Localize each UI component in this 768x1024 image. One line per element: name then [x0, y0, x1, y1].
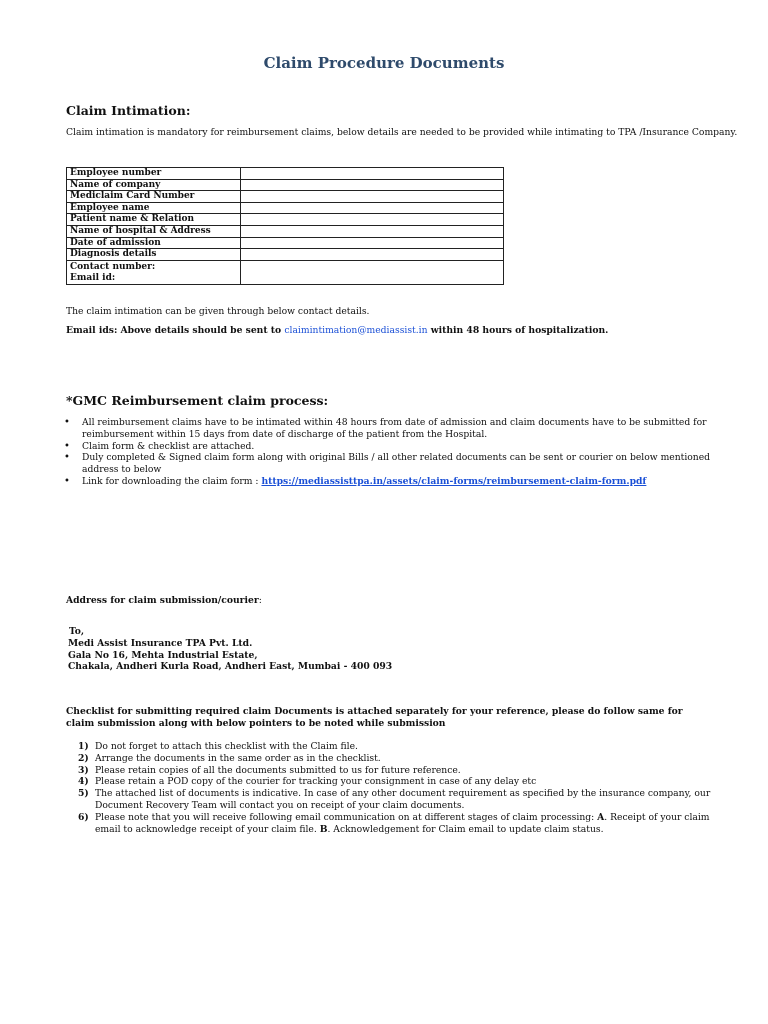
- item-number: 4): [78, 776, 89, 788]
- field-label: Name of hospital & Address: [67, 225, 241, 237]
- bullet-icon: •: [64, 417, 70, 428]
- field-value-cell[interactable]: [241, 237, 504, 249]
- bullet-text: Claim form & checklist are attached.: [82, 440, 255, 452]
- item-number: 3): [78, 764, 89, 776]
- field-value-cell[interactable]: [241, 179, 504, 191]
- address-label-colon: :: [258, 595, 262, 606]
- item-text-B: B: [319, 823, 328, 835]
- item-text-c: . Acknowledgement for Claim email to update claim status.: [327, 823, 604, 835]
- contact-number-label: Contact number:: [70, 261, 156, 272]
- table-row: [67, 249, 504, 261]
- field-value-cell[interactable]: [241, 202, 504, 214]
- field-value-cell[interactable]: [241, 168, 504, 180]
- bullet-icon: •: [64, 452, 70, 464]
- list-item: [66, 776, 716, 788]
- table-row: [67, 214, 504, 226]
- list-item: [64, 476, 714, 488]
- table-row: [67, 202, 504, 214]
- item-text: Arrange the documents in the same order as in the checklist.: [95, 752, 381, 764]
- email-id-label: Email id:: [70, 272, 116, 283]
- claim-intimation-email-link[interactable]: claimintimation@mediassist.in: [284, 325, 428, 336]
- list-item: [66, 788, 716, 812]
- bullet-text: All reimbursement claims have to be intimated within 48 hours from date of admission and claim documents have to be submitted for reimbursement within 15 days from date of discharge of the patient from the Hospital.: [82, 417, 707, 440]
- field-label: Diagnosis details: [67, 249, 241, 261]
- table-row: [67, 225, 504, 237]
- claim-form-download-link[interactable]: https://mediassisttpa.in/assets/claim-forms/reimbursement-claim-form.pdf: [261, 475, 647, 487]
- item-number: 5): [78, 788, 89, 800]
- claim-intimation-intro: Claim intimation is mandatory for reimbursement claims, below details are needed to be provided while intimating to TPA /Insurance Company.: [66, 127, 738, 138]
- link-prefix: Link for downloading the claim form :: [82, 475, 262, 487]
- bullet-text: Duly completed & Signed claim form along with original Bills / all other related documents can be sent or courier on below mentioned address to below: [82, 452, 711, 476]
- item-number: 1): [78, 741, 89, 752]
- address-line: Chakala, Andheri Kurla Road, Andheri East, Mumbai - 400 093: [68, 661, 393, 673]
- email-instruction: [66, 325, 756, 337]
- claim-intimation-heading: Claim Intimation:: [66, 103, 191, 118]
- gmc-bullet-list: [64, 417, 714, 488]
- field-label: Name of company: [67, 179, 241, 191]
- list-item: [66, 765, 716, 777]
- item-text: Please retain a POD copy of the courier for tracking your consignment in case of any delay etc: [95, 776, 537, 788]
- address-label-text: Address for claim submission/courier: [66, 595, 259, 606]
- list-item: [64, 417, 714, 441]
- table-row: [67, 260, 504, 284]
- checklist-heading: Checklist for submitting required claim Documents is attached separately for your reference, please do follow same for claim submission along with below pointers to be noted while submission: [66, 706, 683, 729]
- table-row: [67, 191, 504, 203]
- table-row: [67, 168, 504, 180]
- table-row: [67, 179, 504, 191]
- item-text-b: . Receipt of your claim email to acknowledge receipt of your claim file.: [95, 811, 710, 835]
- intimation-details-table: [66, 167, 504, 285]
- gmc-heading: *GMC Reimbursement claim process:: [66, 393, 329, 408]
- item-text: Do not forget to attach this checklist with the Claim file.: [95, 741, 358, 752]
- field-label: Date of admission: [67, 237, 241, 249]
- list-item: [66, 812, 716, 836]
- contact-note: The claim intimation can be given through below contact details.: [66, 306, 370, 317]
- address-label: [66, 595, 262, 607]
- table-row: [67, 237, 504, 249]
- checklist-pointers: [66, 741, 716, 835]
- field-label: Patient name & Relation: [67, 214, 241, 226]
- field-value-cell[interactable]: [241, 249, 504, 261]
- address-line: Gala No 16, Mehta Industrial Estate,: [68, 649, 258, 661]
- address-line: Medi Assist Insurance TPA Pvt. Ltd.: [68, 637, 253, 649]
- list-item: [64, 441, 714, 453]
- field-value-cell[interactable]: [241, 225, 504, 237]
- email-suffix: within 48 hours of hospitalization.: [427, 325, 609, 336]
- field-label: Employee number: [67, 168, 241, 180]
- item-text-A: A: [597, 811, 605, 823]
- item-text: The attached list of documents is indicative. In case of any other document requirement as specified by the insurance company, our Document Recovery Team will contact you on receipt of your claim documents.: [95, 788, 711, 811]
- list-item: [66, 741, 716, 753]
- item-number: 2): [78, 752, 89, 764]
- field-value-cell[interactable]: [241, 191, 504, 203]
- item-text: Please retain copies of all the documents submitted to us for future reference.: [95, 764, 461, 776]
- field-label-contact: [67, 260, 241, 284]
- field-label: Mediclaim Card Number: [67, 191, 241, 203]
- list-item: [66, 753, 716, 765]
- bullet-icon: •: [64, 475, 70, 487]
- field-value-cell[interactable]: [241, 260, 504, 284]
- item-number: 6): [78, 811, 89, 823]
- courier-address: [68, 626, 392, 673]
- list-item: [64, 452, 714, 476]
- address-line: To,: [69, 626, 85, 637]
- field-value-cell[interactable]: [241, 214, 504, 226]
- page-title: Claim Procedure Documents: [263, 54, 505, 72]
- email-prefix: Email ids: Above details should be sent to: [66, 325, 285, 336]
- item-text-a: Please note that you will receive following email communication on at different stages of claim processing:: [95, 811, 598, 823]
- bullet-icon: •: [64, 440, 70, 452]
- field-label: Employee name: [67, 202, 241, 214]
